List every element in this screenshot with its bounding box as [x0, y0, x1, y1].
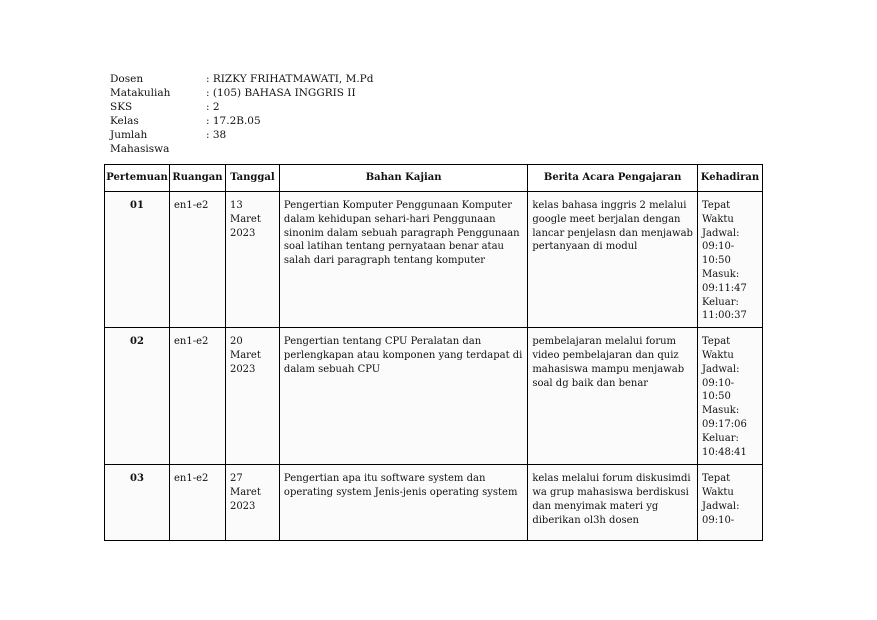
- info-row-sks: [110, 100, 373, 114]
- pertemuan-cell: 01: [105, 192, 170, 328]
- tanggal-line: 27: [229, 473, 243, 485]
- kehadiran-line: 10:50: [701, 255, 731, 267]
- kehadiran-line: 10:50: [701, 391, 731, 403]
- bahan-kajian-cell: Pengertian apa itu software system dan operating system Jenis-jenis operating system: [279, 465, 527, 541]
- berita-acara-cell: kelas melalui forum diskusimdi wa grup mahasiswa berdiskusi dan menyimak materi yg diberikan ol3h dosen: [528, 465, 698, 541]
- kehadiran-line: Tepat: [701, 336, 731, 348]
- table-row: [105, 465, 763, 541]
- table-row: [105, 192, 763, 328]
- attendance-table: [104, 164, 763, 541]
- kehadiran-line: Jadwal:: [701, 363, 740, 375]
- kehadiran-cell: [697, 192, 762, 328]
- matakuliah-value: : (105) BAHASA INGGRIS II: [206, 87, 356, 99]
- tanggal-line: 2023: [229, 227, 256, 239]
- info-row-dosen: [110, 72, 373, 86]
- ruangan-cell: en1-e2: [169, 465, 225, 541]
- kehadiran-line: Masuk:: [701, 405, 740, 417]
- tanggal-line: 2023: [229, 500, 256, 512]
- kehadiran-line: 10:48:41: [701, 446, 747, 458]
- sks-value: : 2: [206, 101, 220, 113]
- ruangan-cell: en1-e2: [169, 328, 225, 465]
- kehadiran-line: 09:10-: [701, 377, 735, 389]
- kehadiran-line: Jadwal:: [701, 227, 740, 239]
- kehadiran-line: Waktu: [701, 486, 734, 498]
- info-row-jumlah: [110, 128, 373, 156]
- tanggal-line: 20: [229, 336, 243, 348]
- tanggal-cell: [225, 465, 279, 541]
- kelas-value: : 17.2B.05: [206, 115, 261, 127]
- kehadiran-line: Jadwal:: [701, 500, 740, 512]
- kehadiran-line: Waktu: [701, 213, 734, 225]
- kehadiran-line: Waktu: [701, 349, 734, 361]
- kehadiran-line: 09:11:47: [701, 282, 747, 294]
- table-row: [105, 328, 763, 465]
- kelas-label: Kelas: [110, 115, 139, 127]
- kehadiran-line: 09:10-: [701, 514, 735, 526]
- kehadiran-line: Tepat: [701, 473, 731, 485]
- tanggal-cell: [225, 328, 279, 465]
- kehadiran-line: Keluar:: [701, 432, 739, 444]
- jumlah-value: : 38: [206, 129, 227, 141]
- tanggal-line: 13: [229, 200, 243, 211]
- header-tanggal: Tanggal: [225, 165, 279, 192]
- tanggal-cell: [225, 192, 279, 328]
- info-row-kelas: [110, 114, 373, 128]
- matakuliah-label: Matakuliah: [110, 87, 171, 99]
- kehadiran-cell: [697, 328, 762, 465]
- pertemuan-cell: 03: [105, 465, 170, 541]
- kehadiran-line: 09:10-: [701, 241, 735, 253]
- ruangan-cell: en1-e2: [169, 192, 225, 328]
- header-pertemuan: Pertemuan: [105, 165, 170, 192]
- pertemuan-cell: 02: [105, 328, 170, 465]
- jumlah-label: Jumlah Mahasiswa: [110, 129, 170, 155]
- header-ruangan: Ruangan: [169, 165, 225, 192]
- header-bahan-kajian: Bahan Kajian: [279, 165, 527, 192]
- dosen-value: : RIZKY FRIHATMAWATI, M.Pd: [206, 73, 374, 85]
- kehadiran-line: Tepat: [701, 200, 731, 211]
- kehadiran-line: 09:17:06: [701, 418, 747, 430]
- berita-acara-cell: kelas bahasa inggris 2 melalui google meet berjalan dengan lancar penjelasn dan menjawab pertanyaan di modul: [528, 192, 698, 328]
- bahan-kajian-cell: Pengertian tentang CPU Peralatan dan perlengkapan atau komponen yang terdapat di dalam sebuah CPU: [279, 328, 527, 465]
- kehadiran-line: 11:00:37: [701, 310, 747, 322]
- bahan-kajian-cell: Pengertian Komputer Penggunaan Komputer dalam kehidupan sehari-hari Penggunaan sinonim dalam sebuah paragraph Penggunaan soal latihan tentang pernyataan benar atau salah dari paragraph tentang komputer: [279, 192, 527, 328]
- kehadiran-cell: [697, 465, 762, 541]
- tanggal-line: 2023: [229, 363, 256, 375]
- sks-label: SKS: [110, 101, 133, 113]
- kehadiran-line: Masuk:: [701, 268, 740, 280]
- header-berita-acara: Berita Acara Pengajaran: [528, 165, 698, 192]
- tanggal-line: Maret: [229, 486, 261, 498]
- tanggal-line: Maret: [229, 349, 261, 361]
- berita-acara-cell: pembelajaran melalui forum video pembelajaran dan quiz mahasiswa mampu menjawab soal dg baik dan benar: [528, 328, 698, 465]
- table-header-row: [105, 165, 763, 192]
- info-row-matakuliah: [110, 86, 373, 100]
- kehadiran-line: Keluar:: [701, 296, 739, 308]
- dosen-label: Dosen: [110, 73, 144, 85]
- tanggal-line: Maret: [229, 213, 261, 225]
- course-info: [110, 72, 373, 156]
- header-kehadiran: Kehadiran: [697, 165, 762, 192]
